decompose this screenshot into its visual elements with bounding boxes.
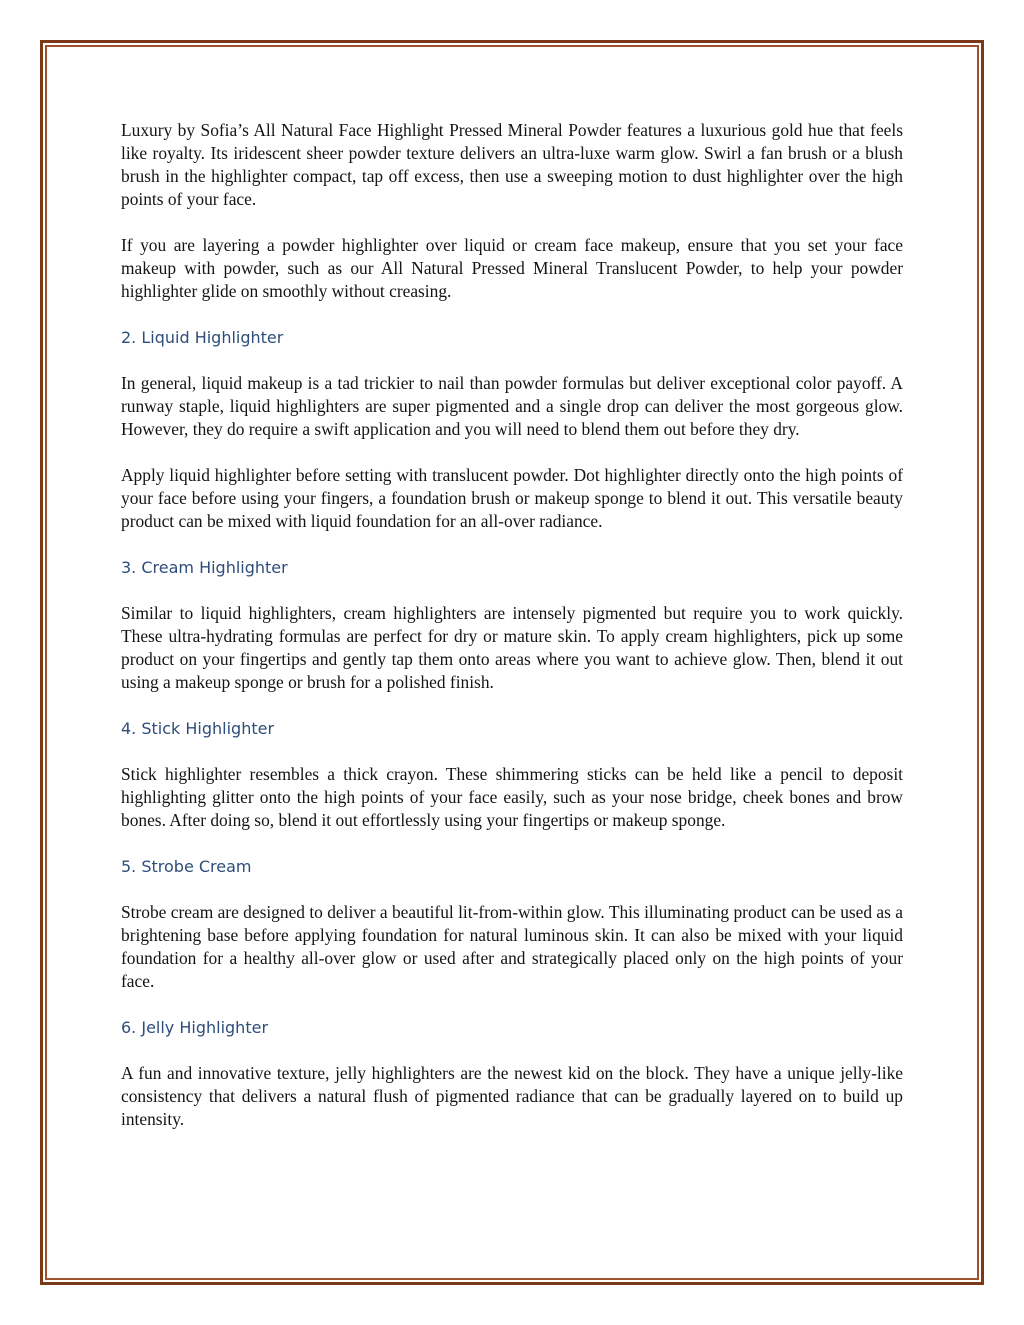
intro-paragraph-1: Luxury by Sofia’s All Natural Face Highlight Pressed Mineral Powder features a luxurious gold hue that feels like royalty. Its iridescent sheer powder texture delivers an ultra-luxe warm glow. Swirl a fan brush or a blush brush in the highlighter compact, tap off excess, then use a sweeping motion to dust highlighter over the high points of your face. (121, 120, 903, 209)
liquid-highlighter-paragraph-1: In general, liquid makeup is a tad trickier to nail than powder formulas but deliver exceptional color payoff. A runway staple, liquid highlighters are super pigmented and a single drop can deliver the most gorgeous glow. However, they do require a swift application and you will need to blend them out before they dry. (121, 373, 903, 439)
cream-highlighter-paragraph: Similar to liquid highlighters, cream highlighters are intensely pigmented but require you to work quickly. These ultra-hydrating formulas are perfect for dry or mature skin. To apply cream highlighters, pick up some product on your fingertips and gently tap them onto areas where you want to achieve glow. Then, blend it out using a makeup sponge or brush for a polished finish. (121, 603, 903, 692)
intro-paragraph-2: If you are layering a powder highlighter over liquid or cream face makeup, ensure that you set your face makeup with powder, such as our All Natural Pressed Mineral Translucent Powder, to help your powder highlighter glide on smoothly without creasing. (121, 235, 903, 301)
strobe-cream-paragraph: Strobe cream are designed to deliver a beautiful lit-from-within glow. This illuminating product can be used as a brightening base before applying foundation for natural luminous skin. It can also be mixed with your liquid foundation for a healthy all-over glow or used after and strategically placed only on the high points of your face. (121, 902, 903, 991)
section-heading-stick-highlighter: 4. Stick Highlighter (121, 719, 275, 738)
section-heading-jelly-highlighter: 6. Jelly Highlighter (121, 1018, 269, 1037)
section-heading-cream-highlighter: 3. Cream Highlighter (121, 558, 288, 577)
document-body (121, 119, 903, 1131)
liquid-highlighter-paragraph-2: Apply liquid highlighter before setting with translucent powder. Dot highlighter directly onto the high points of your face before using your fingers, a foundation brush or makeup sponge to blend it out. This versatile beauty product can be mixed with liquid foundation for an all-over radiance. (121, 465, 903, 531)
section-heading-liquid-highlighter: 2. Liquid Highlighter (121, 328, 284, 347)
section-heading-strobe-cream: 5. Strobe Cream (121, 857, 252, 876)
jelly-highlighter-paragraph: A fun and innovative texture, jelly highlighters are the newest kid on the block. They have a unique jelly-like consistency that delivers a natural flush of pigmented radiance that can be gradually layered on to build up intensity. (121, 1063, 903, 1129)
stick-highlighter-paragraph: Stick highlighter resembles a thick crayon. These shimmering sticks can be held like a pencil to deposit highlighting glitter onto the high points of your face easily, such as your nose bridge, cheek bones and brow bones. After doing so, blend it out effortlessly using your fingertips or makeup sponge. (121, 764, 903, 830)
